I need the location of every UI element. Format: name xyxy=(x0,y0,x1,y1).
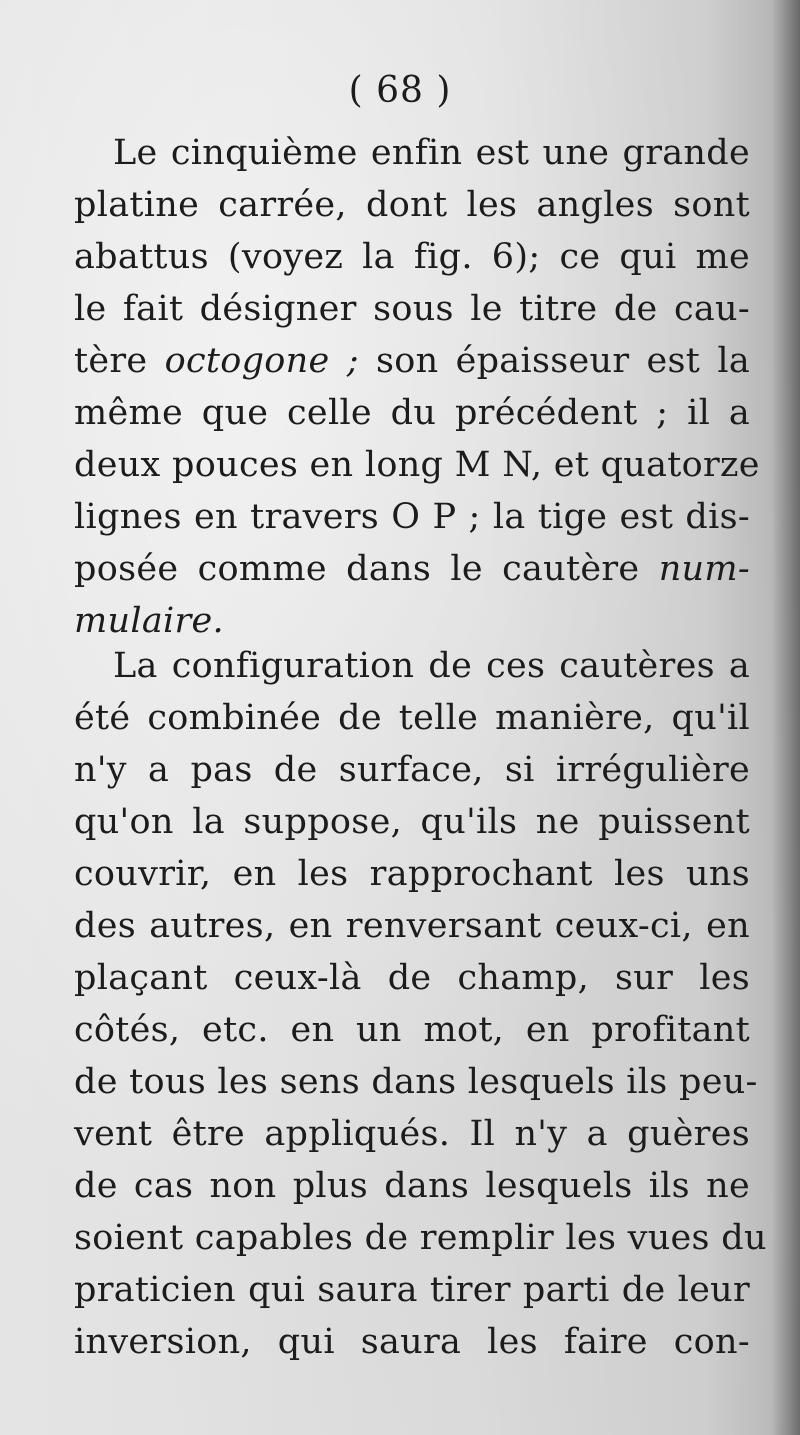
text-segment: son épaisseur est la xyxy=(358,341,750,381)
text-line: lignes en travers O P ; la tige est dis- xyxy=(74,497,750,537)
text-segment: posée comme dans le cautère xyxy=(74,549,659,589)
text-line: abattus (voyez la fig. 6); ce qui me xyxy=(74,237,750,277)
italic-term: octogone ; xyxy=(164,341,359,381)
text-line: inversion, qui saura les faire con- xyxy=(74,1322,750,1362)
text-line: de tous les sens dans lesquels ils peu- xyxy=(74,1062,758,1102)
text-line: le fait désigner sous le titre de cau- xyxy=(74,289,750,329)
text-line: qu'on la suppose, qu'ils ne puissent xyxy=(74,802,750,842)
text-line: soient capables de remplir les vues du xyxy=(74,1218,767,1258)
text-line: praticien qui saura tirer parti de leur xyxy=(74,1270,750,1310)
text-line: Le cinquième enfin est une grande xyxy=(113,133,750,173)
text-line: même que celle du précédent ; il a xyxy=(74,393,750,433)
text-line: platine carrée, dont les angles sont xyxy=(74,185,750,225)
text-line: des autres, en renversant ceux-ci, en xyxy=(74,906,750,946)
text-line: côtés, etc. en un mot, en profitant xyxy=(74,1010,750,1050)
page-number: ( 68 ) xyxy=(348,70,452,111)
text-line: couvrir, en les rapprochant les uns xyxy=(74,854,750,894)
text-line: de cas non plus dans lesquels ils ne xyxy=(74,1166,750,1206)
text-line: n'y a pas de surface, si irrégulière xyxy=(74,750,750,790)
italic-term: mulaire. xyxy=(74,601,224,641)
spine-shadow xyxy=(772,0,800,1435)
text-line: deux pouces en long M N, et quatorze xyxy=(74,445,760,485)
text-line: été combinée de telle manière, qu'il xyxy=(74,698,750,738)
text-line: plaçant ceux-là de champ, sur les xyxy=(74,958,750,998)
text-line xyxy=(74,335,750,387)
italic-term: num- xyxy=(658,549,750,589)
text-line: vent être appliqués. Il n'y a guères xyxy=(74,1114,750,1154)
text-line xyxy=(74,543,750,595)
text-line: La configuration de ces cautères a xyxy=(113,646,750,686)
text-segment: tère xyxy=(74,341,165,381)
